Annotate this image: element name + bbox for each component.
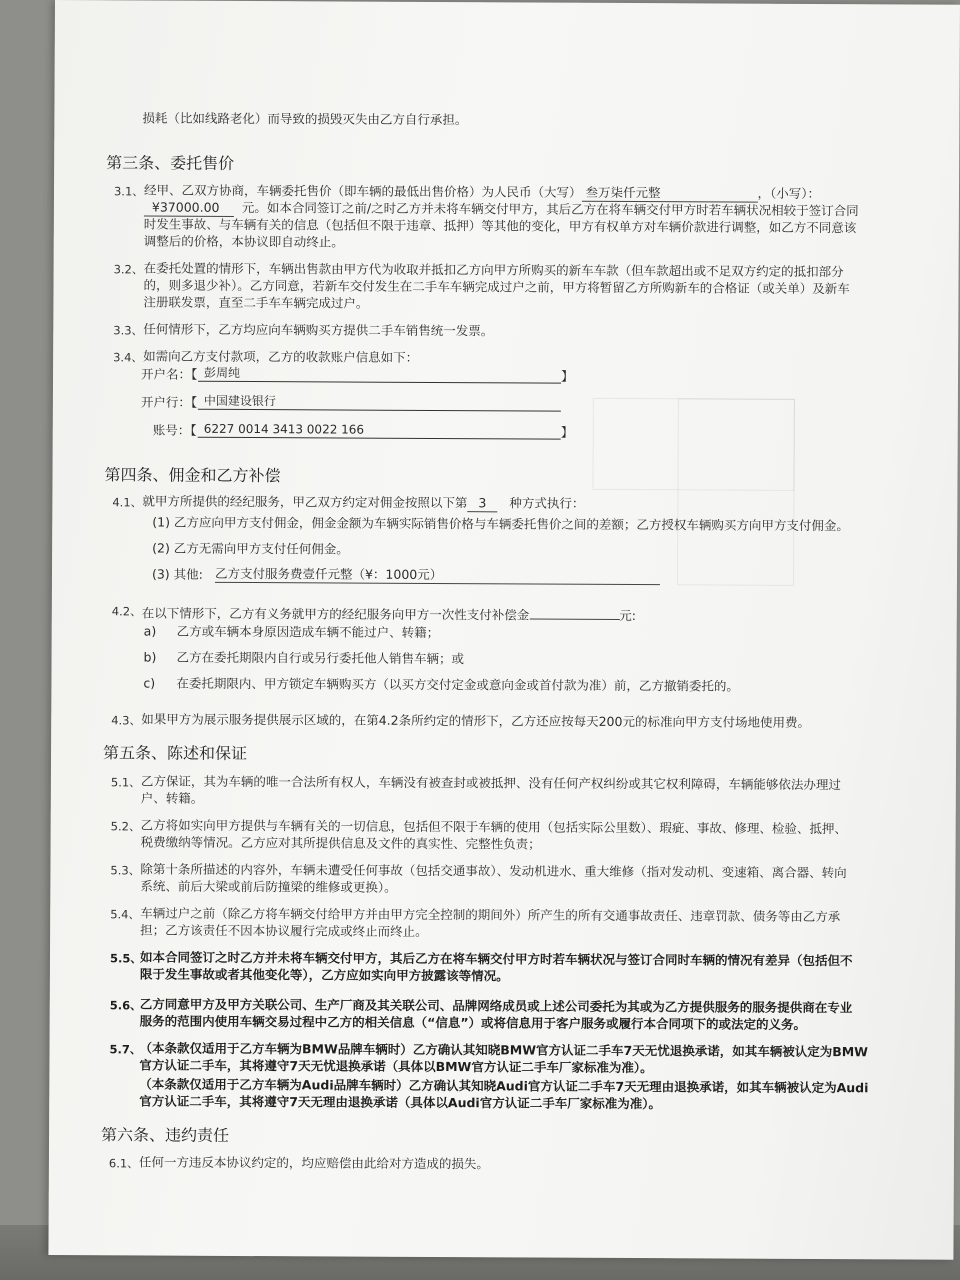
article-6-heading: 第六条、违约责任 [101,1125,230,1145]
clause-5-7-line-4: 官方认证二手车，其将遵守7天无理由退换承诺（具体以Audi官方认证二手车厂家标准为准）。 [139,1093,662,1112]
option-3-label: (3) 其他: [151,566,203,582]
clause-5-6-line-2: 服务的范围内使用车辆交易过程中乙方的相关信息（“信息”）或将信息用于客户服务或履行本合同项下的或法定的义务。 [139,1013,807,1032]
account-number-label: 账号：【 [152,422,197,438]
account-name-label: 开户名：【 [141,366,198,382]
clause-5-1-line-1: 乙方保证，其为车辆的唯一合法所有权人，车辆没有被查封或被抵押、没有任何产权纠纷或其它权利障碍，车辆能够依法办理过 [140,773,841,793]
clause-3-4-number: 3.4、 [113,350,143,365]
clause-3-4-line-1: 如需向乙方支付款项，乙方的收款账户信息如下： [143,348,419,365]
option-1: (1) 乙方应向甲方支付佣金，佣金金额为车辆实际销售价格与车辆委托售价之间的差额；乙方授权车辆购买方向甲方支付佣金。 [152,514,849,534]
clause-5-3-number: 5.3、 [110,863,141,878]
article-5-heading: 第五条、陈述和保证 [103,743,248,764]
clause-4-2-text-b: 元: [619,607,637,624]
clause-5-6-line-1: 乙方同意甲方及甲方关联公司、生产厂商及其关联公司、品牌网络成员或上述公司委托为其或为乙方提供服务的服务提供商在专业 [139,996,853,1016]
clause-3-2-line-2: 的，则多退少补）。乙方同意，若新车交付发生在二手车车辆完成过户之前，甲方将暂留乙方所购新车的合格证（或关单）及新车 [143,277,850,297]
clause-5-4-line-2: 担；乙方该责任不因本协议履行完成或终止而终止。 [140,922,428,939]
clause-4-1-line-1 [142,493,584,512]
clause-5-7-line-2: 官方认证二手车，其将遵守7天无忧退换承诺（具体以BMW官方认证二手车厂家标准为准）。 [139,1057,653,1076]
clause-5-7-number: 5.7、 [109,1042,142,1057]
account-number-field: 6227 0014 3413 0022 166 [198,421,561,440]
clause-3-3-line-1: 任何情形下，乙方均应向车辆购买方提供二手车销售统一发票。 [143,321,494,339]
item-a-mark: a) [143,623,157,639]
item-a-text: 乙方或车辆本身原因造成车辆不能过户、转籍； [176,623,440,641]
item-b-text: 乙方在委托期限内自行或另行委托他人销售车辆；或 [176,649,465,667]
clause-5-7-line-3: （本条款仅适用于乙方车辆为Audi品牌车辆时）乙方确认其知晓Audi官方认证二手车7天无理由退换承诺，如其车辆被认定为Audi [139,1076,869,1096]
clause-3-3-number: 3.3、 [113,323,144,338]
clause-5-2-line-2: 税费缴纳等情况。乙方应对其所提供信息及文件的真实性、完整性负责； [140,834,541,852]
clause-5-1-line-2: 户、转籍。 [140,790,204,806]
clause-3-1-line-3: 时发生事故、与车辆有关的信息（包括但不限于违章、抵押）等其他的变化，甲方有权单方对车辆价款进行调整，如乙方不同意该 [143,216,857,236]
clause-3-1-number: 3.1、 [113,184,144,199]
clause-4-3-line-1: 如果甲方为展示服务提供展示区域的，在第4.2条所约定的情形下，乙方还应按每天200元的标准向甲方支付场地使用费。 [141,711,811,730]
clause-5-2-line-1: 乙方将如实向甲方提供与车辆有关的一切信息，包括但不限于车辆的使用（包括实际公里数）、瑕疵、事故、修理、检验、抵押、 [140,817,847,837]
clause-5-7-line-1: （本条款仅适用于乙方车辆为BMW品牌车辆时）乙方确认其知晓BMW官方认证二手车7天无忧退换承诺，如其车辆被认定为BMW [139,1040,869,1060]
clause-5-4-line-1: 车辆过户之前（除乙方将车辆交付给甲方并由甲方完全控制的期间外）所产生的所有交通事故责任、违章罚款、债务等由乙方承 [140,905,841,925]
intro-line: 损耗（比如线路老化）而导致的损毁灭失由乙方自行承担。 [142,110,468,128]
clause-6-1-line-1: 任何一方违反本协议约定的，均应赔偿由此给对方造成的损失。 [138,1154,489,1172]
clause-4-2-number: 4.2、 [111,604,142,619]
clause-6-1-number: 6.1、 [108,1156,139,1171]
account-name-close: 】 [560,368,574,384]
clause-3-1-text-a: 经甲、乙双方协商，车辆委托售价（即车辆的最低出售价格）为人民币（大写） [143,182,582,200]
upper-price-field: 叁万柒仟元整 [581,185,757,203]
account-name-field: 彭周纯 [198,365,561,384]
item-c-text: 在委托期限内、甲方锁定车辆购买方（以买方交付定金或意向金或首付款为准）前，乙方撤销委托的。 [176,675,739,694]
item-b-mark: b) [143,649,157,665]
account-bank-label: 开户行：【 [140,394,198,410]
clause-5-1-number: 5.1、 [110,775,141,790]
article-4-heading: 第四条、佣金和乙方补偿 [104,465,281,486]
clause-4-1-text-b: 种方式执行： [509,495,585,511]
account-bank-field: 中国建设银行 [198,393,561,412]
clause-5-5-number: 5.5、 [109,951,142,966]
clause-4-1-text-a: 就甲方所提供的经纪服务，甲乙双方约定对佣金按照以下第 [142,493,468,511]
clause-5-4-number: 5.4、 [110,907,141,922]
clause-3-1-line-4: 调整后的价格，本协议即自动终止。 [143,233,344,250]
clause-3-2-line-3: 注册联发票，直至二手车车辆完成过户。 [143,294,369,311]
clause-4-2-line-1 [142,602,636,624]
clause-5-6-number: 5.6、 [109,998,142,1013]
clause-5-5-line-1: 如本合同签订之时乙方并未将车辆交付甲方，其后乙方在将车辆交付甲方时若车辆状况与签订合同时车辆的情况有差异（包括但不 [139,949,853,969]
clause-5-3-line-1: 除第十条所描述的内容外，车辆未遭受任何事故（包括交通事故）、发动机进水、重大维修（指对发动机、变速箱、离合器、转向 [140,861,847,881]
lower-price-field: ¥37000.00 [144,199,234,216]
clause-3-1-text-c: 元。如本合同签订之前/之时乙方并未将车辆交付甲方，其后乙方在将车辆交付甲方时若车辆状况相较于签订合同 [241,199,859,219]
clause-3-1-text-b: ，（小写）： [757,185,821,202]
compensation-amount-field [529,604,619,619]
show-through-table-2 [592,398,794,491]
article-3-heading: 第三条、委托售价 [106,153,235,173]
clause-4-1-number: 4.1、 [112,495,143,510]
commission-method-field: 3 [467,495,497,512]
contract-page [48,0,960,1260]
option-3-value: 乙方支付服务费壹仟元整（¥：1000元） [215,566,660,585]
option-2: (2) 乙方无需向甲方支付任何佣金。 [152,540,349,557]
clause-4-2-text-a: 在以下情形下，乙方有义务就甲方的经纪服务向甲方一次性支付补偿金 [141,605,530,623]
clause-5-3-line-2: 系统、前后大梁或前后防撞梁的维修或更换）。 [140,878,397,895]
clause-3-2-line-1: 在委托处置的情形下，车辆出售款由甲方代为收取并抵扣乙方向甲方所购买的新车车款（但车款超出或不足双方约定的抵扣部分 [143,260,844,280]
clause-5-2-number: 5.2、 [110,819,141,834]
item-c-mark: c) [143,675,156,691]
clause-3-2-number: 3.2、 [113,262,144,277]
account-number-close: 】 [560,424,574,440]
clause-4-3-number: 4.3、 [111,713,142,728]
clause-5-5-line-2: 限于发生事故或者其他变化等），乙方应如实向甲方披露该等情况。 [139,966,509,984]
